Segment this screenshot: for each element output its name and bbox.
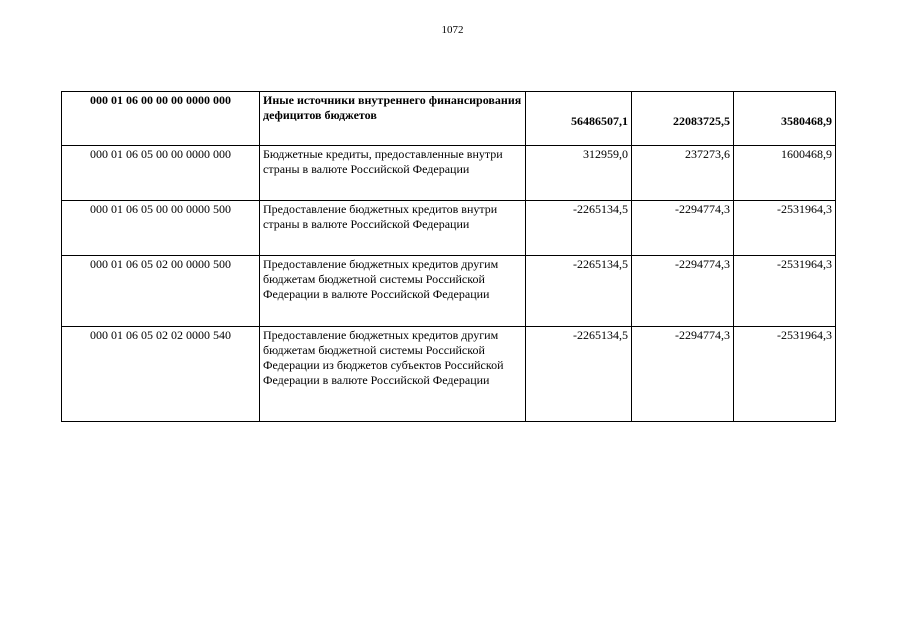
- budget-code-cell: 000 01 06 05 00 00 0000 500: [62, 201, 260, 256]
- item-name-cell: Иные источники внутреннего финансирования дефицитов бюджетов: [260, 92, 526, 146]
- table-row: [62, 201, 836, 256]
- item-name-cell: Предоставление бюджетных кредитов другим бюджетам бюджетной системы Российской Федерации из бюджетов субъектов Российской Федерации в валюте Российской Федерации: [260, 327, 526, 422]
- budget-code-cell: 000 01 06 00 00 00 0000 000: [62, 92, 260, 146]
- table-row: [62, 92, 836, 146]
- value-cell-2: -2294774,3: [632, 327, 734, 422]
- table-row: [62, 146, 836, 201]
- table-row: [62, 256, 836, 327]
- value-cell-1: -2265134,5: [526, 256, 632, 327]
- value-cell-3: -2531964,3: [734, 201, 836, 256]
- value-cell-2: 237273,6: [632, 146, 734, 201]
- value-cell-1: 312959,0: [526, 146, 632, 201]
- budget-sources-table: [61, 91, 836, 422]
- value-cell-3: -2531964,3: [734, 256, 836, 327]
- item-name-cell: Предоставление бюджетных кредитов другим бюджетам бюджетной системы Российской Федерации в валюте Российской Федерации: [260, 256, 526, 327]
- value-cell-1: -2265134,5: [526, 327, 632, 422]
- value-cell-3: -2531964,3: [734, 327, 836, 422]
- value-cell-2: 22083725,5: [632, 92, 734, 146]
- value-cell-2: -2294774,3: [632, 256, 734, 327]
- page-number: 1072: [441, 24, 464, 36]
- item-name-cell: Предоставление бюджетных кредитов внутри страны в валюте Российской Федерации: [260, 201, 526, 256]
- item-name-cell: Бюджетные кредиты, предоставленные внутри страны в валюте Российской Федерации: [260, 146, 526, 201]
- value-cell-3: 1600468,9: [734, 146, 836, 201]
- budget-code-cell: 000 01 06 05 02 00 0000 500: [62, 256, 260, 327]
- budget-code-cell: 000 01 06 05 02 02 0000 540: [62, 327, 260, 422]
- value-cell-1: 56486507,1: [526, 92, 632, 146]
- value-cell-1: -2265134,5: [526, 201, 632, 256]
- value-cell-3: 3580468,9: [734, 92, 836, 146]
- table-row: [62, 327, 836, 422]
- value-cell-2: -2294774,3: [632, 201, 734, 256]
- budget-code-cell: 000 01 06 05 00 00 0000 000: [62, 146, 260, 201]
